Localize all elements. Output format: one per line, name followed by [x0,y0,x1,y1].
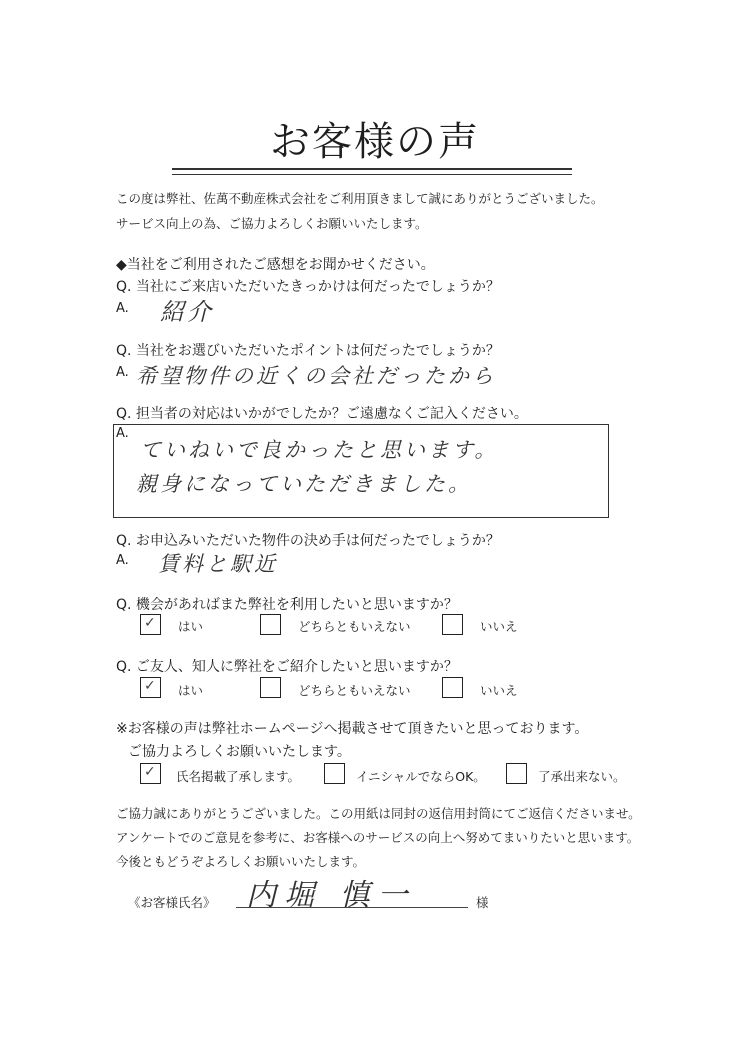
question-3: Q. 担当者の対応はいかがでしたか？ご遠慮なくご記入ください。 [116,406,528,422]
consent-option-name: 氏名掲載了承します。 [176,769,301,784]
answer-3-line-2: 親身になっていただきました。 [136,472,472,496]
answer-3-label: A. [116,426,129,441]
answer-4: 賃料と駅近 [158,552,278,576]
q6-checkbox-no[interactable] [442,677,463,698]
answer-3-line-1: ていねいで良かったと思います。 [140,438,499,462]
question-6: Q. ご友人、知人に弊社をご紹介したいと思いますか？ [116,659,458,675]
consent-checkbox-decline[interactable] [506,763,527,784]
answer-1-label: A. [116,301,129,316]
intro-line-2: サービス向上の為、ご協力よろしくお願いいたします。 [116,216,428,231]
q5-checkbox-neutral[interactable] [260,614,281,635]
answer-2: 希望物件の近くの会社だったから [136,364,496,388]
intro-line-1: この度は弊社、佐萬不動産株式会社をご利用頂きまして誠にありがとうございました。 [116,191,604,206]
consent-line-2: ご協力よろしくお願いいたします。 [128,744,351,760]
consent-checkbox-initials[interactable] [324,763,345,784]
question-1: Q. 当社にご来店いただいたきっかけは何だったでしょうか？ [116,279,500,295]
signature-suffix: 様 [476,895,489,910]
q5-checkbox-yes[interactable] [140,614,161,635]
q6-option-neutral: どちらともいえない [298,683,411,698]
answer-2-label: A. [116,365,129,380]
question-5: Q. 機会があればまた弊社を利用したいと思いますか？ [116,597,458,613]
q5-option-neutral: どちらともいえない [298,619,411,634]
answer-1: 紹介 [160,298,214,326]
check-mark-icon: ✓ [144,615,156,631]
closing-line-3: 今後ともどうぞよろしくお願いいたします。 [116,854,366,869]
check-mark-icon: ✓ [144,678,156,694]
q6-option-no: いいえ [480,683,518,698]
closing-line-1: ご協力誠にありがとうございました。この用紙は同封の返信用封筒にてご返信くださいませ。 [116,806,641,821]
signature-label: 《お客様氏名》 [128,895,216,910]
question-2: Q. 当社をお選びいただいたポイントは何だったでしょうか？ [116,343,500,359]
check-mark-icon: ✓ [144,764,156,780]
answer-4-label: A. [116,553,129,568]
signature-name: 内堀 慎一 [246,878,416,913]
survey-heading: ◆当社をご利用されたご感想をお聞かせください。 [116,257,435,273]
title-underline [172,168,572,170]
q5-checkbox-no[interactable] [442,614,463,635]
closing-line-2: アンケートでのご意見を参考に、お客様へのサービスの向上へ努めてまいりたいと思います。 [116,830,640,845]
question-4: Q. お申込みいただいた物件の決め手は何だったでしょうか？ [116,533,500,549]
consent-line-1: ※お客様の声は弊社ホームページへ掲載させて頂きたいと思っております。 [116,721,589,737]
consent-option-initials: イニシャルでならOK。 [356,769,486,784]
title-underline-thin [172,174,572,175]
q5-option-no: いいえ [480,619,518,634]
consent-checkbox-name[interactable] [140,763,161,784]
q6-checkbox-yes[interactable] [140,677,161,698]
q6-option-yes: はい [178,683,204,698]
consent-option-decline: 了承出来ない。 [538,769,626,784]
page-title: お客様の声 [270,119,480,165]
q5-option-yes: はい [178,619,204,634]
q6-checkbox-neutral[interactable] [260,677,281,698]
signature-line [236,907,468,908]
